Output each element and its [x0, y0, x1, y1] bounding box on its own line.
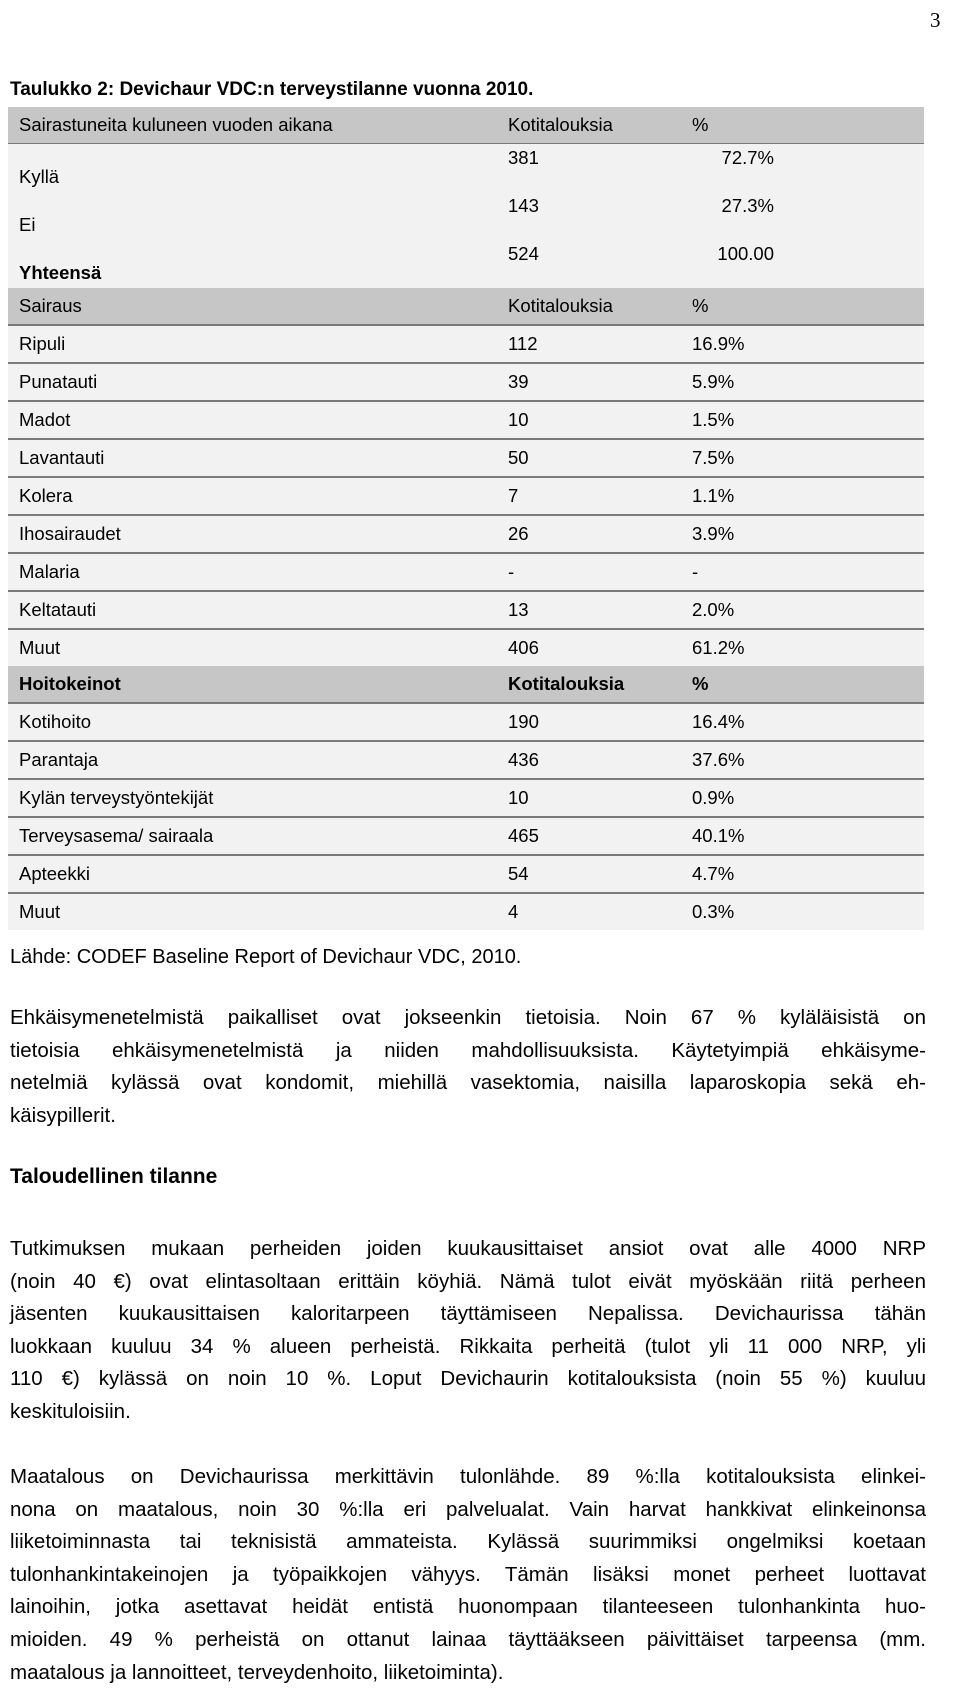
- table-row: [8, 478, 924, 514]
- table-row: [8, 326, 924, 362]
- text-line: käisypillerit.: [10, 1103, 116, 1127]
- table-row: [8, 592, 924, 628]
- row-label: Punatauti: [8, 364, 488, 400]
- row-percent: 27.3%: [678, 192, 924, 240]
- page-number: 3: [930, 8, 941, 32]
- row-label: Ei: [8, 192, 488, 240]
- table-total-row: [8, 240, 924, 288]
- row-percent: 72.7%: [678, 144, 924, 192]
- row-count: 7: [488, 478, 678, 514]
- row-percent: 40.1%: [678, 818, 924, 854]
- header-cell: %: [678, 107, 924, 143]
- text-line: 110 €) kylässä on noin 10 %. Loput Devichaurin kotitalouksista (noin 55 %) kuuluu: [10, 1367, 926, 1391]
- row-label: Malaria: [8, 554, 488, 590]
- table-row: [8, 144, 924, 192]
- text-line: keskituloisiin.: [10, 1399, 131, 1423]
- row-label: Yhteensä: [8, 240, 488, 288]
- row-count: 39: [488, 364, 678, 400]
- text-line: mioiden. 49 % perheistä on ottanut lainaa täyttääkseen päivittäiset tarpeensa (mm.: [10, 1627, 926, 1651]
- economy-paragraph: [10, 1233, 926, 1429]
- header-cell: Kotitalouksia: [488, 107, 678, 143]
- header-cell: Sairastuneita kuluneen vuoden aikana: [8, 107, 488, 143]
- row-percent: 5.9%: [678, 364, 924, 400]
- row-count: -: [488, 554, 678, 590]
- table-header-row: [8, 107, 924, 143]
- row-count: 436: [488, 742, 678, 778]
- table-row: [8, 780, 924, 816]
- text-line: luokkaan kuuluu 34 % alueen perheistä. Rikkaita perheitä (tulot yli 11 000 NRP, yli: [10, 1334, 926, 1358]
- header-cell: Hoitokeinot: [8, 666, 488, 702]
- row-label: Terveysasema/ sairaala: [8, 818, 488, 854]
- row-count: 50: [488, 440, 678, 476]
- row-label: Keltatauti: [8, 592, 488, 628]
- table-row: [8, 630, 924, 666]
- table-header-row: [8, 288, 924, 324]
- table-source-note: Lähde: CODEF Baseline Report of Devichaur VDC, 2010.: [10, 946, 522, 968]
- table-row: [8, 364, 924, 400]
- row-label: Kolera: [8, 478, 488, 514]
- row-count: 4: [488, 894, 678, 930]
- row-percent: 100.00: [678, 240, 924, 288]
- row-label: Kylän terveystyöntekijät: [8, 780, 488, 816]
- header-cell: Sairaus: [8, 288, 488, 324]
- row-percent: 0.9%: [678, 780, 924, 816]
- row-percent: 16.4%: [678, 704, 924, 740]
- row-count: 381: [488, 144, 678, 192]
- row-percent: 61.2%: [678, 630, 924, 666]
- table-row: [8, 894, 924, 930]
- text-line: liiketoiminnasta tai teknisistä ammateista. Kylässä suurimmiksi ongelmiksi koetaan: [10, 1530, 926, 1554]
- text-line: lainoihin, jotka asettavat heidät entistä huonompaan tilanteeseen tulonhankinta huo-: [10, 1595, 926, 1619]
- table-row: [8, 856, 924, 892]
- section-heading: Taloudellinen tilanne: [10, 1165, 218, 1188]
- header-cell: %: [678, 666, 924, 702]
- table-row: [8, 818, 924, 854]
- row-count: 465: [488, 818, 678, 854]
- row-label: Kotihoito: [8, 704, 488, 740]
- table-row: [8, 516, 924, 552]
- table-row: [8, 440, 924, 476]
- table-row: [8, 742, 924, 778]
- row-label: Muut: [8, 630, 488, 666]
- table-row: [8, 402, 924, 438]
- row-percent: 4.7%: [678, 856, 924, 892]
- row-label: Madot: [8, 402, 488, 438]
- row-percent: 1.5%: [678, 402, 924, 438]
- row-count: 54: [488, 856, 678, 892]
- row-count: 10: [488, 780, 678, 816]
- row-label: Ihosairaudet: [8, 516, 488, 552]
- header-cell: Kotitalouksia: [488, 288, 678, 324]
- text-line: tulonhankintakeinojen ja työpaikkojen vähyys. Tämän lisäksi monet perheet luottavat: [10, 1562, 926, 1586]
- row-label: Lavantauti: [8, 440, 488, 476]
- row-percent: -: [678, 554, 924, 590]
- text-line: Tutkimuksen mukaan perheiden joiden kuukausittaiset ansiot ovat alle 4000 NRP: [10, 1237, 926, 1260]
- text-line: netelmiä kylässä ovat kondomit, miehillä vasektomia, naisilla laparoskopia sekä eh-: [10, 1071, 926, 1095]
- row-label: Ripuli: [8, 326, 488, 362]
- row-label: Parantaja: [8, 742, 488, 778]
- row-count: 112: [488, 326, 678, 362]
- table-caption: Taulukko 2: Devichaur VDC:n terveystilanne vuonna 2010.: [10, 79, 534, 100]
- row-count: 10: [488, 402, 678, 438]
- text-line: Ehkäisymenetelmistä paikalliset ovat jokseenkin tietoisia. Noin 67 % kyläläisistä on: [10, 1006, 926, 1029]
- header-cell: %: [678, 288, 924, 324]
- row-label: Kyllä: [8, 144, 488, 192]
- text-line: nona on maatalous, noin 30 %:lla eri palvelualat. Vain harvat hankkivat elinkeinonsa: [10, 1497, 926, 1521]
- row-percent: 7.5%: [678, 440, 924, 476]
- row-percent: 16.9%: [678, 326, 924, 362]
- row-label: Muut: [8, 894, 488, 930]
- row-count: 13: [488, 592, 678, 628]
- table-row: [8, 192, 924, 240]
- header-cell: Kotitalouksia: [488, 666, 678, 702]
- row-percent: 37.6%: [678, 742, 924, 778]
- text-line: maatalous ja lannoitteet, terveydenhoito, liiketoiminta).: [10, 1660, 504, 1684]
- row-count: 406: [488, 630, 678, 666]
- row-count: 26: [488, 516, 678, 552]
- table-row: [8, 704, 924, 740]
- row-percent: 2.0%: [678, 592, 924, 628]
- text-line: (noin 40 €) ovat elintasoltaan erittäin köyhiä. Nämä tulot eivät myöskään riitä perheen: [10, 1269, 926, 1293]
- row-percent: 1.1%: [678, 478, 924, 514]
- text-line: jäsenten kuukausittaisen kaloritarpeen täyttämiseen Nepalissa. Devichaurissa tähän: [10, 1302, 926, 1326]
- row-count: 524: [488, 240, 678, 288]
- contraception-paragraph: [10, 1002, 926, 1132]
- row-percent: 3.9%: [678, 516, 924, 552]
- row-percent: 0.3%: [678, 894, 924, 930]
- row-label: Apteekki: [8, 856, 488, 892]
- row-count: 190: [488, 704, 678, 740]
- agriculture-paragraph: [10, 1461, 926, 1689]
- row-count: 143: [488, 192, 678, 240]
- table-row: [8, 554, 924, 590]
- health-status-table: [8, 107, 924, 930]
- table-header-row: [8, 666, 924, 702]
- text-line: Maatalous on Devichaurissa merkittävin tulonlähde. 89 %:lla kotitalouksista elinkei-: [10, 1465, 926, 1488]
- text-line: tietoisia ehkäisymenetelmistä ja niiden mahdollisuuksista. Käytetyimpiä ehkäisyme-: [10, 1038, 926, 1062]
